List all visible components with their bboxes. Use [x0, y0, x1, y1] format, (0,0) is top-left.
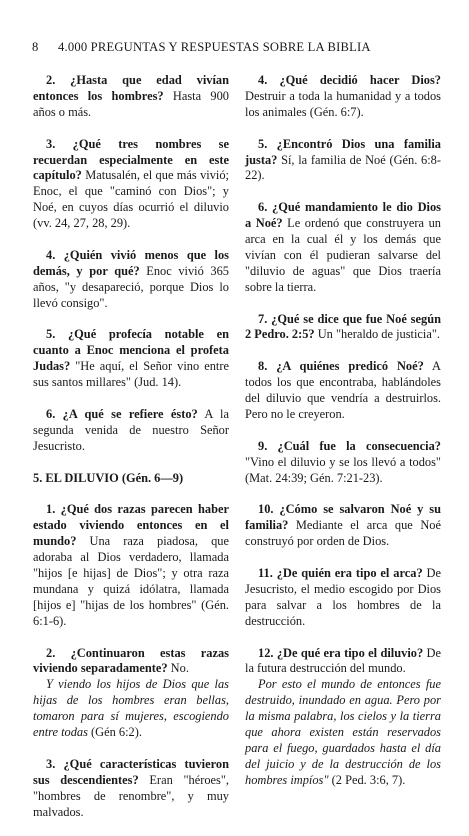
- question-12-dilu: [245, 646, 441, 678]
- scripture-reference: (Gén 6:2).: [87, 725, 142, 740]
- question-2-dilu: [33, 646, 229, 678]
- question-12-block: [245, 646, 441, 789]
- question-2-block: [33, 646, 229, 741]
- answer-text: "He aquí, el Señor vino entre sus santos millares" (Jud. 14).: [33, 359, 229, 390]
- question-text: 8. ¿A quiénes predicó Noé?: [258, 359, 424, 374]
- answer-text: Mediante el arca que Noé construyó por orden de Dios.: [245, 518, 441, 549]
- answer-text: Sí, la familia de Noé (Gén. 6:8-22).: [245, 152, 441, 183]
- question-text: 5. ¿Encontró Dios una familia justa?: [245, 136, 441, 167]
- answer-text: Una raza piadosa, que adoraba al Dios verdadero, llamada "hijos [e hijas] de Dios"; y otra raza mundana y quizá idólatra, llamada [hijos e] "hijas de los hombres" (Gén. 6:1-6).: [33, 534, 229, 628]
- answer-text: Le ordenó que construyera un arca en la cual él y los demás que vivían con él pudieran salvarse del "diluvio de aguas" que Dios traería sobre la tierra.: [245, 216, 441, 294]
- section-title: 5. EL DILUVIO (Gén. 6—9): [33, 470, 184, 485]
- question-4: [33, 248, 229, 312]
- question-text: 3. ¿Qué características tuvieron sus descendientes?: [33, 756, 229, 787]
- answer-text: De la futura destrucción del mundo.: [245, 645, 441, 676]
- question-7-dilu: [245, 312, 441, 344]
- question-text: 7. ¿Qué se dice que fue Noé según 2 Pedro. 2:5?: [245, 311, 441, 342]
- right-column: [245, 73, 441, 805]
- question-11-dilu: [245, 566, 441, 630]
- question-3-dilu: [33, 757, 229, 821]
- left-column: [33, 73, 229, 836]
- answer-text: Destruir a toda la humanidad y a todos los animales (Gén. 6:7).: [245, 88, 441, 119]
- question-text: 6. ¿A qué se refiere ésto?: [46, 406, 198, 421]
- question-text: 11. ¿De quién era tipo el arca?: [258, 565, 423, 580]
- answer-text: A la segunda venida de nuestro Señor Jesucristo.: [33, 406, 229, 453]
- answer-text: Eran "héroes", "hombres de renombre", y muy malvados.: [33, 772, 229, 819]
- question-text: 5. ¿Qué profecía notable en cuanto a Enoc menciona el profeta Judas?: [33, 327, 229, 374]
- question-text: 2. ¿Hasta que edad vivían entonces los hombres?: [33, 73, 229, 103]
- answer-text: "Vino el diluvio y se los llevó a todos" (Mat. 24:39; Gén. 7:21-23).: [245, 454, 441, 485]
- question-text: 10. ¿Cómo se salvaron Noé y su familia?: [245, 502, 441, 533]
- page-header: [32, 40, 442, 55]
- question-9-dilu: [245, 439, 441, 487]
- scripture-reference: (2 Ped. 3:6, 7).: [328, 772, 406, 787]
- question-1: [33, 502, 229, 629]
- question-5-dilu: [245, 137, 441, 185]
- question-4-dilu: [245, 73, 441, 121]
- running-title: 4.000 PREGUNTAS Y RESPUESTAS SOBRE LA BIBLIA: [58, 40, 371, 54]
- question-2: [33, 73, 229, 121]
- question-8-dilu: [245, 359, 441, 423]
- question-text: 1. ¿Qué dos razas parecen haber estado viviendo entonces en el mundo?: [33, 502, 229, 549]
- question-6-dilu: [245, 200, 441, 295]
- question-text: 2. ¿Continuaron estas razas viviendo separadamente?: [33, 645, 229, 676]
- question-5: [33, 327, 229, 391]
- answer-text: No.: [167, 661, 189, 676]
- scripture-quote: [245, 677, 441, 788]
- answer-text: Un "heraldo de justicia".: [314, 327, 441, 342]
- question-text: 12. ¿De qué era tipo el diluvio?: [258, 645, 424, 660]
- answer-text: Hasta 900 años o más.: [33, 88, 230, 119]
- question-text: 4. ¿Quién vivió menos que los demás, y por qué?: [33, 247, 229, 278]
- answer-text: Enoc vivió 365 años, "y desapareció, porque Dios lo llevó consigo".: [33, 263, 229, 310]
- page-number: 8: [32, 40, 39, 54]
- scripture-text: Y viendo los hijos de Dios que las hijas de los hombres eran bellas, tomaron para sí mujeres, escogiendo entre todas: [33, 677, 229, 740]
- question-3: [33, 137, 229, 232]
- question-text: 6. ¿Qué mandamiento le dio Dios a Noé?: [245, 200, 441, 231]
- question-text: 3. ¿Qué tres nombres se recuerdan especialmente en este capítulo?: [33, 136, 229, 183]
- answer-text: Matusalén, el que más vivió; Enoc, el que "caminó con Dios"; y Noé, en cuyos días ocurrió el diluvio (vv. 24, 27, 28, 29).: [33, 168, 229, 231]
- answer-text: A todos los que encontraba, hablándoles del diluvio que vendría a destruirlos. Pero no le creyeron.: [245, 359, 441, 421]
- answer-text: De Jesucristo, el medio escogido por Dios para salvar a los hombres de la destrucción.: [245, 565, 441, 628]
- scripture-quote: [33, 677, 229, 741]
- question-text: 4. ¿Qué decidió hacer Dios?: [258, 73, 441, 87]
- question-6: [33, 407, 229, 455]
- scripture-text: Por esto el mundo de entonces fue destruido, inundado en agua. Pero por la misma palabra, los cielos y la tierra que ahora existen están reservados para el fuego, guardados hasta el día del juicio y de la destrucción de los hombres impíos": [245, 677, 441, 787]
- question-text: 9. ¿Cuál fue la consecuencia?: [258, 438, 441, 453]
- question-10-dilu: [245, 502, 441, 550]
